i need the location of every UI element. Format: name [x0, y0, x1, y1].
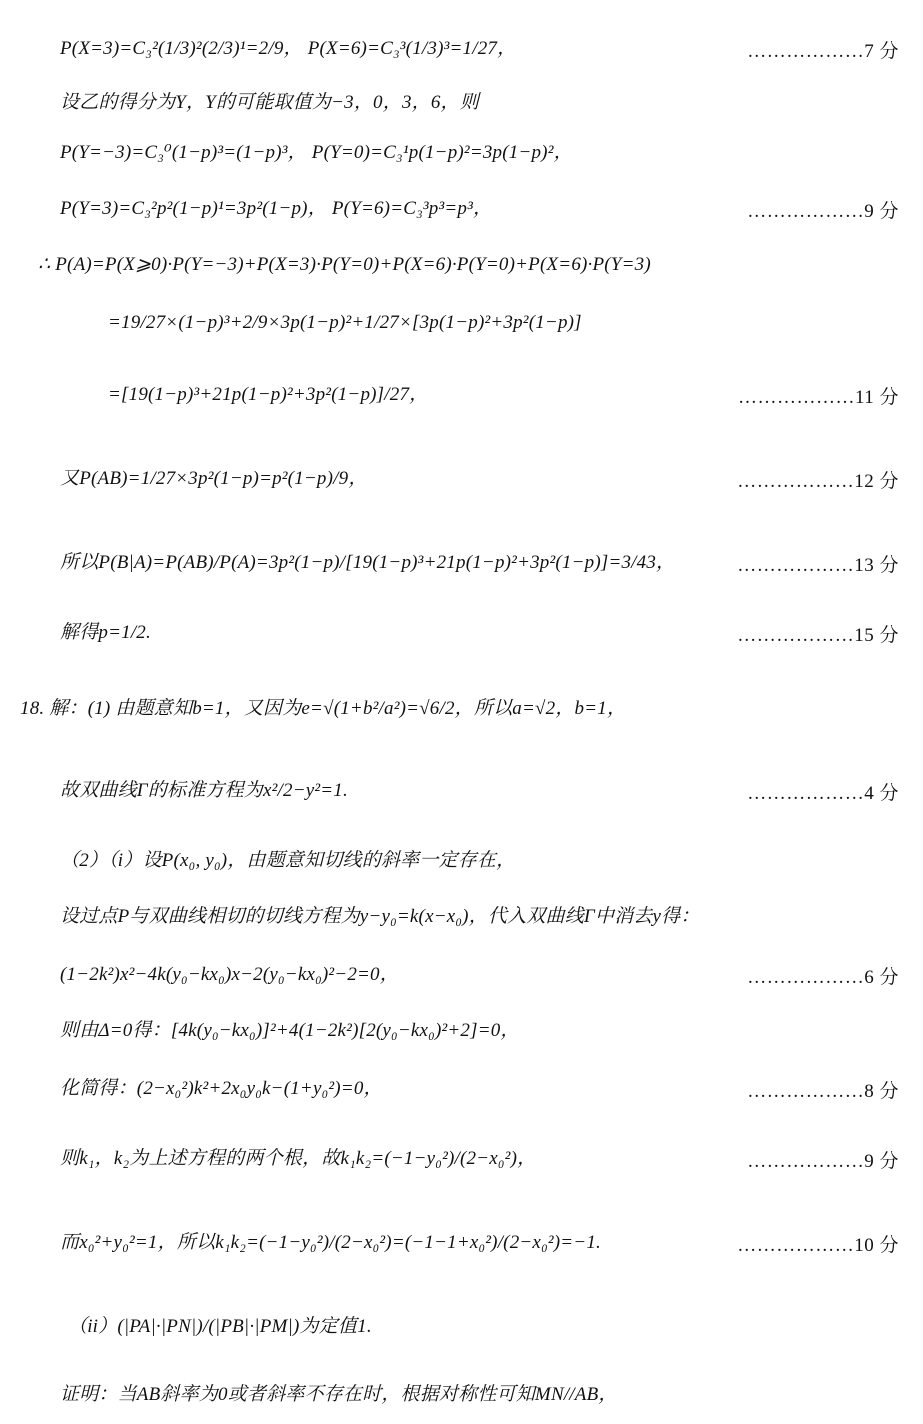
score-4: ………………9 分 [747, 201, 899, 222]
score-10: ………………15 分 [737, 625, 899, 646]
line-11: 18. 解：(1) 由题意知b=1，又因为e=√(1+b²/a²)=√6/2，所以a=√2，b=1， [20, 698, 627, 719]
score-8: ………………12 分 [737, 471, 899, 492]
score-17: ………………8 分 [747, 1081, 899, 1102]
line-20: （ii）(|PA|·|PN|)/(|PB|·|PM|)为定值1. [68, 1316, 372, 1337]
score-7: ………………11 分 [737, 387, 899, 408]
line-17: 化简得：(2−x₀²)k²+2x₀y₀k−(1+y₀²)=0， [60, 1078, 383, 1099]
score-19: ………………10 分 [737, 1235, 899, 1256]
line-10: 解得p=1/2. [60, 622, 151, 643]
score-12: ………………4 分 [747, 783, 899, 804]
line-6: =19/27×(1−p)³+2/9×3p(1−p)²+1/27×[3p(1−p)²+3p²(1−p)] [108, 312, 582, 333]
line-19: 而x₀²+y₀²=1，所以k₁k₂=(−1−y₀²)/(2−x₀²)=(−1−1+x₀²)/(2−x₀²)=−1. [60, 1232, 601, 1253]
line-5: ∴ P(A)=P(X⩾0)·P(Y=−3)+P(X=3)·P(Y=0)+P(X=6)·P(Y=0)+P(X=6)·P(Y=3) [38, 254, 651, 275]
score-15: ………………6 分 [747, 967, 899, 988]
line-1: P(X=3)=C₃²(1/3)²(2/3)¹=2/9， P(X=6)=C₃³(1/3)³=1/27， [60, 38, 517, 59]
line-15: (1−2k²)x²−4k(y₀−kx₀)x−2(y₀−kx₀)²−2=0， [60, 964, 399, 985]
line-13: （2）（i）设P(x₀, y₀)，由题意知切线的斜率一定存在， [60, 850, 516, 871]
score-18: ………………9 分 [747, 1151, 899, 1172]
line-3: P(Y=−3)=C₃⁰(1−p)³=(1−p)³， P(Y=0)=C₃¹p(1−p)²=3p(1−p)²， [60, 142, 573, 163]
line-18: 则k₁，k₂为上述方程的两个根，故k₁k₂=(−1−y₀²)/(2−x₀²)， [60, 1148, 537, 1169]
score-1: ………………7 分 [747, 41, 899, 62]
line-16: 则由Δ=0得：[4k(y₀−kx₀)]²+4(1−2k²)[2(y₀−kx₀)²+2]=0， [60, 1020, 520, 1041]
line-12: 故双曲线Γ的标准方程为x²/2−y²=1. [60, 780, 348, 801]
line-14: 设过点P与双曲线相切的切线方程为y−y₀=k(x−x₀)，代入双曲线Γ中消去y得： [60, 906, 700, 927]
line-4: P(Y=3)=C₃²p²(1−p)¹=3p²(1−p)， P(Y=6)=C₃³p³=p³， [60, 198, 493, 219]
line-9: 所以P(B|A)=P(AB)/P(A)=3p²(1−p)/[19(1−p)³+21p(1−p)²+3p²(1−p)]=3/43， [60, 552, 676, 573]
line-7: =[19(1−p)³+21p(1−p)²+3p²(1−p)]/27， [108, 384, 429, 405]
line-21: 证明：当AB斜率为0或者斜率不存在时，根据对称性可知MN//AB， [60, 1384, 618, 1405]
line-2: 设乙的得分为Y，Y的可能取值为−3，0，3，6，则 [60, 92, 479, 113]
line-8: 又P(AB)=1/27×3p²(1−p)=p²(1−p)/9， [60, 468, 368, 489]
score-9: ………………13 分 [737, 555, 899, 576]
